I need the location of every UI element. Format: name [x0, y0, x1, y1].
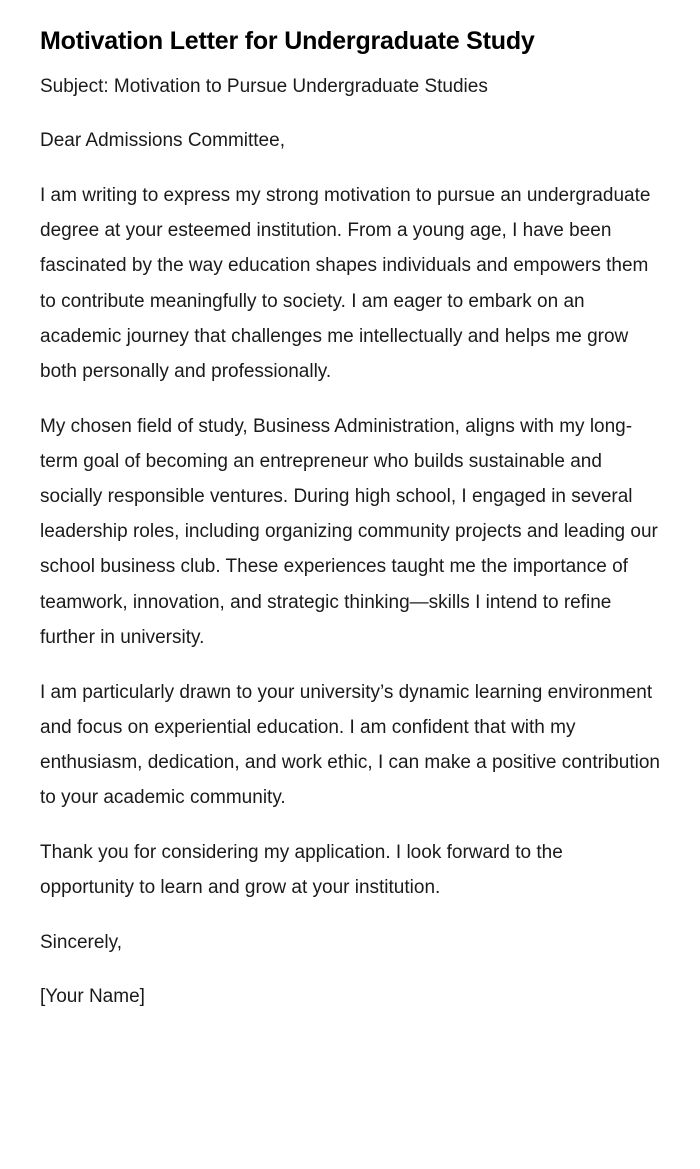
closing: Sincerely,	[40, 931, 123, 953]
body-paragraph-1: I am writing to express my strong motivation to pursue an undergraduate degree at your esteemed institution. From a young age, I have been fascinated by the way education shapes individuals and empowers them to contribute meaningfully to society. I am eager to embark on an academic journey that challenges me intellectually and helps me grow both personally and professionally.	[40, 184, 651, 382]
document-title: Motivation Letter for Undergraduate Study	[40, 27, 535, 55]
body-paragraph-4: Thank you for considering my application. I look forward to the opportunity to learn and grow at your institution.	[40, 841, 563, 899]
body-paragraph-3: I am particularly drawn to your university’s dynamic learning environment and focus on experiential education. I am confident that with my enthusiasm, dedication, and work ethic, I can make a positive contribution to your academic community.	[40, 681, 660, 809]
signature: [Your Name]	[40, 986, 145, 1008]
body-paragraph-2: My chosen field of study, Business Administration, aligns with my long-term goal of becoming an entrepreneur who builds sustainable and socially responsible ventures. During high school, I engaged in several leadership roles, including organizing community projects and leading our school business club. These experiences taught me the importance of teamwork, innovation, and strategic thinking—skills I intend to refine further in university.	[40, 415, 658, 648]
salutation: Dear Admissions Committee,	[40, 130, 285, 152]
subject-line: Subject: Motivation to Pursue Undergraduate Studies	[40, 76, 488, 97]
